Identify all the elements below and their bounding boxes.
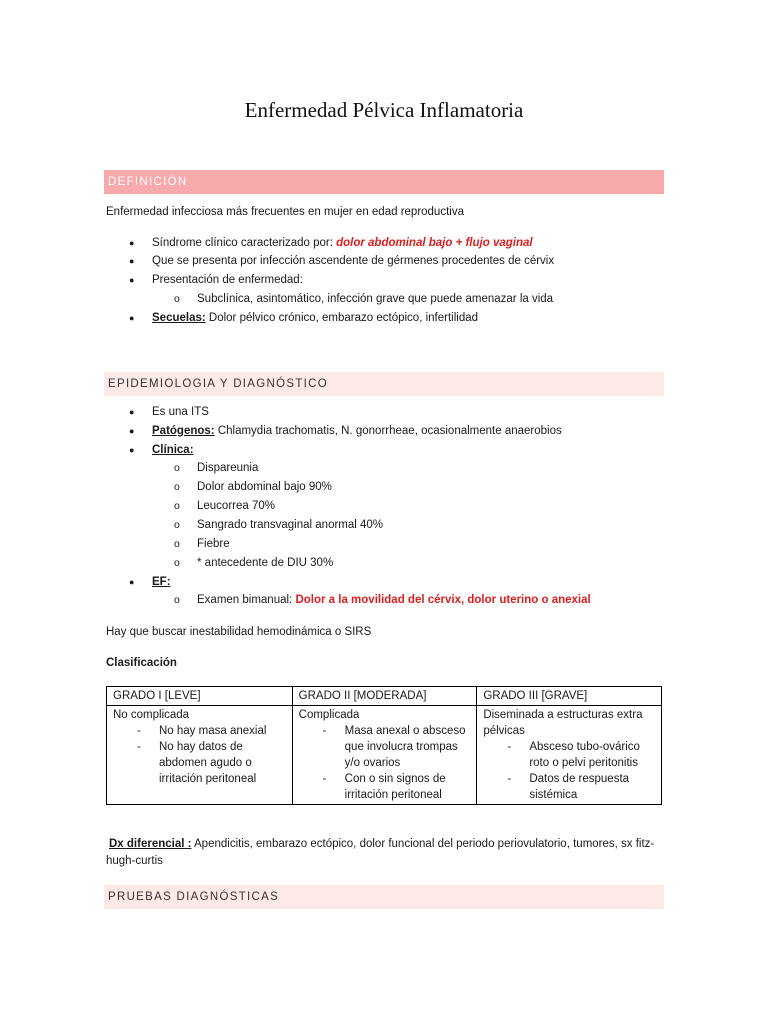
epi-item-clinica: Clínica:: [152, 444, 194, 456]
clinica-item: * antecedente de DIU 30%: [197, 557, 334, 569]
grado-3-lead: Diseminada a estructuras extra pélvicas: [483, 709, 643, 737]
table-cell-grado-2: [292, 706, 477, 805]
definicion-bullet-3: Presentación de enfermedad:: [152, 274, 303, 286]
definicion-bullet-1-emphasis: dolor abdominal bajo + flujo vaginal: [336, 237, 533, 249]
patogenos-label: Patógenos:: [152, 425, 215, 437]
sub-bullet-icon: o: [174, 462, 180, 474]
ef-emphasis: Dolor a la movilidad del cérvix, dolor uterino o anexial: [295, 594, 591, 606]
clinica-item: Sangrado transvaginal anormal 40%: [197, 519, 384, 531]
bullet-icon: ●: [129, 577, 135, 587]
bullet-icon: ●: [129, 313, 135, 323]
sub-bullet-icon: o: [174, 594, 180, 606]
patogenos-text: Chlamydia trachomatis, N. gonorrheae, ocasionalmente anaerobios: [214, 425, 562, 437]
list-item: - No hay masa anexial: [113, 723, 286, 739]
definicion-bullet-3-sub: Subclínica, asintomático, infección grave que puede amenazar la vida: [197, 293, 554, 305]
table-cell-grado-1: [107, 706, 293, 805]
definicion-bullet-4: [152, 310, 478, 326]
epi-item-its: Es una ITS: [152, 406, 209, 418]
epi-item-ef: EF:: [152, 576, 171, 588]
table-header-row: [107, 687, 662, 706]
secuelas-text: Dolor pélvico crónico, embarazo ectópico, infertilidad: [205, 312, 479, 324]
sub-bullet-icon: o: [174, 293, 180, 305]
list-item: - Con o sin signos de irritación peritoneal: [299, 771, 471, 803]
section-header-pruebas: PRUEBAS DIAGNÓSTICAS: [104, 885, 664, 909]
list-item: - Datos de respuesta sistémica: [483, 771, 655, 803]
epi-item-patogenos: [152, 423, 562, 439]
table-header-grado-2: GRADO II [MODERADA]: [292, 687, 477, 706]
bullet-icon: ●: [129, 426, 135, 436]
grado-3-list: [483, 739, 655, 803]
definicion-intro: Enfermedad infecciosa más frecuentes en mujer en edad reproductiva: [106, 206, 464, 218]
sub-bullet-icon: o: [174, 481, 180, 493]
clinica-item: Dispareunia: [197, 462, 259, 474]
clasificacion-table: [106, 686, 662, 805]
clinica-item: Leucorrea 70%: [197, 500, 275, 512]
clinica-item: Dolor abdominal bajo 90%: [197, 481, 332, 493]
clinica-item: Fiebre: [197, 538, 230, 550]
dx-diferencial-text: Apendicitis, embarazo ectópico, dolor funcional del periodo periovulatorio, tumores, sx fitz-: [191, 838, 655, 850]
grado-2-list: [299, 723, 471, 803]
page-title: Enfermedad Pélvica Inflamatoria: [244, 98, 524, 122]
clasificacion-title: Clasificación: [106, 657, 177, 669]
secuelas-label: Secuelas:: [152, 312, 206, 324]
grado-1-list: [113, 723, 286, 787]
section-header-epidemiologia: EPIDEMIOLOGIA Y DIAGNÓSTICO: [104, 372, 664, 396]
sub-bullet-icon: o: [174, 538, 180, 550]
grado-2-lead: Complicada: [298, 709, 360, 721]
list-item: - No hay datos de abdomen agudo o irritación peritoneal: [113, 739, 286, 787]
definicion-bullet-1: [152, 235, 533, 251]
ef-text: Examen bimanual:: [197, 594, 296, 606]
sub-bullet-icon: o: [174, 500, 180, 512]
definicion-bullet-1-text: Síndrome clínico caracterizado por:: [152, 237, 337, 249]
definicion-bullet-2: Que se presenta por infección ascendente de gérmenes procedentes de cérvix: [152, 255, 555, 267]
sub-bullet-icon: o: [174, 557, 180, 569]
bullet-icon: ●: [129, 256, 135, 266]
table-row: [107, 706, 662, 805]
list-item: - Absceso tubo-ovárico roto o pelvi peritonitis: [483, 739, 655, 771]
bullet-icon: ●: [129, 445, 135, 455]
dx-diferencial-line-1: [109, 836, 654, 852]
bullet-icon: ●: [129, 238, 135, 248]
bullet-icon: ●: [129, 275, 135, 285]
list-item: - Masa anexal o absceso que involucra trompas y/o ovarios: [299, 723, 471, 771]
section-header-definicion: DEFINICIÓN: [104, 170, 664, 194]
dx-diferencial-label: Dx diferencial :: [109, 838, 192, 850]
bullet-icon: ●: [129, 407, 135, 417]
sirs-note: Hay que buscar inestabilidad hemodinámica o SIRS: [106, 626, 372, 638]
dx-diferencial-line-2: hugh-curtis: [106, 855, 163, 867]
table-cell-grado-3: [477, 706, 662, 805]
table-header-grado-1: GRADO I [LEVE]: [107, 687, 293, 706]
sub-bullet-icon: o: [174, 519, 180, 531]
grado-1-lead: No complicada: [113, 709, 190, 721]
ef-item: [197, 592, 591, 608]
table-header-grado-3: GRADO III [GRAVE]: [477, 687, 662, 706]
